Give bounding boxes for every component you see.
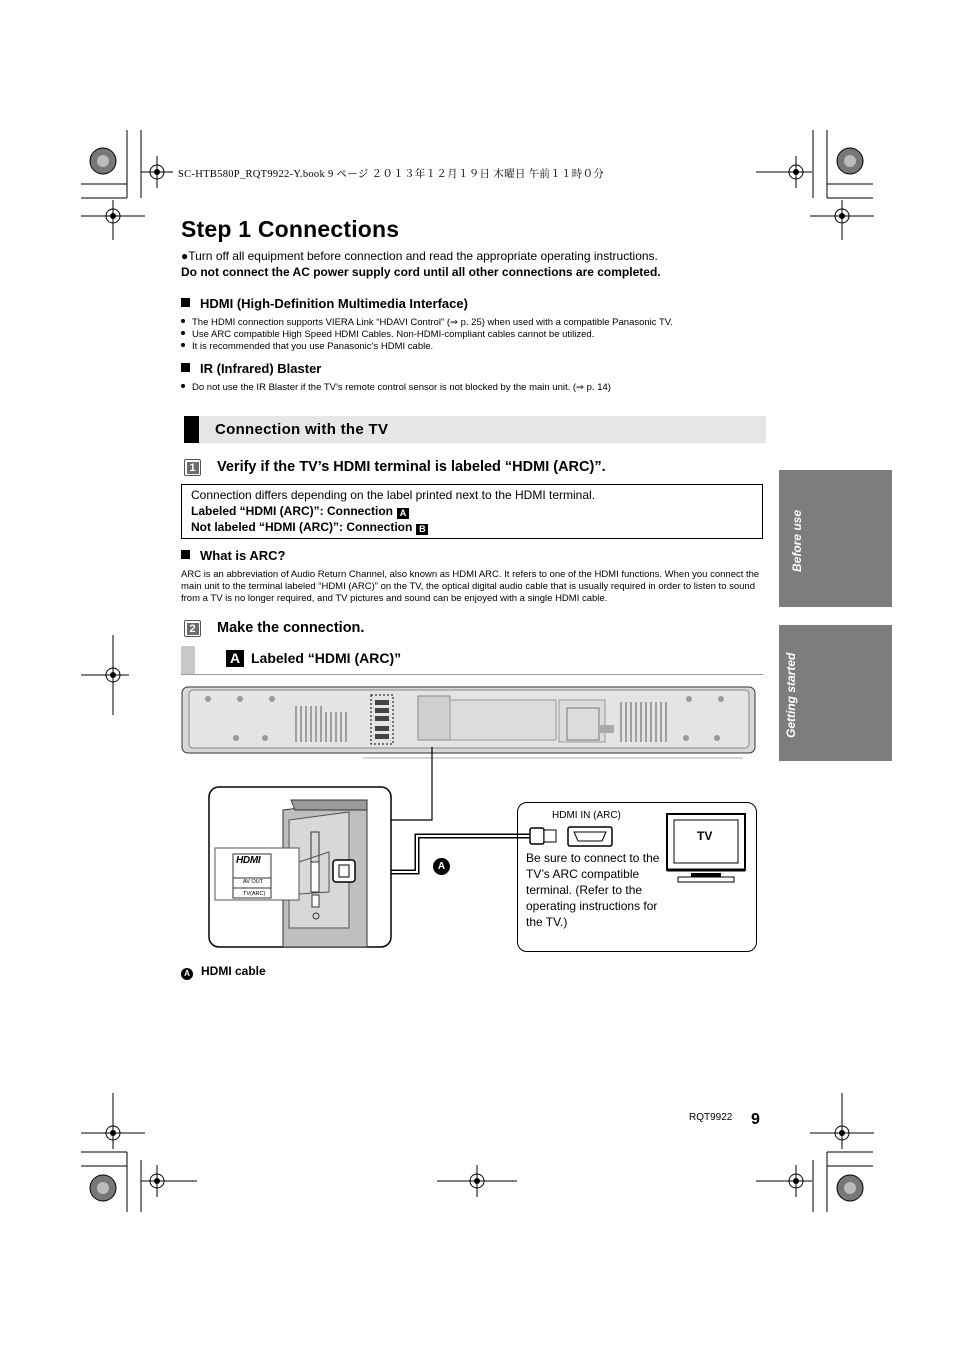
step-2-number: 2 — [184, 620, 201, 637]
ir-bullet-1 — [181, 382, 611, 394]
step-1-number: 1 — [184, 459, 201, 476]
arc-heading-text: What is ARC? — [200, 548, 286, 563]
step-1-title: Verify if the TV’s HDMI terminal is labeled “HDMI (ARC)”. — [217, 459, 606, 475]
hdmi-bullet-text: Use ARC compatible High Speed HDMI Cables. Non-HDMI-compliant cables cannot be utilized. — [192, 329, 595, 340]
side-tab-before-use[interactable] — [779, 470, 892, 607]
box-line-1: Connection differs depending on the label printed next to the HDMI terminal. — [191, 488, 596, 502]
soundbar-rear-panel — [182, 687, 755, 758]
model-number: RQT9922 — [689, 1112, 733, 1123]
square-bullet-icon — [181, 363, 190, 372]
legend-marker: A — [181, 968, 193, 980]
ir-heading-text: IR (Infrared) Blaster — [200, 361, 322, 376]
diagram-legend — [181, 964, 266, 980]
ir-bullet-text: Do not use the IR Blaster if the TV’s remote control sensor is not blocked by the main unit. (⇒ p. 14) — [192, 382, 611, 393]
hdmi-bullet-text: The HDMI connection supports VIERA Link “HDAVI Control” (⇒ p. 25) when used with a compatible Panasonic TV. — [192, 317, 673, 328]
hdmi-heading — [181, 296, 468, 311]
bullet-icon — [181, 343, 185, 347]
side-tab-getting-started-label: Getting started — [784, 652, 798, 738]
hdmi-heading-text: HDMI (High-Definition Multimedia Interface) — [200, 296, 468, 311]
section-header — [184, 416, 766, 443]
connection-b-tag: B — [416, 524, 428, 535]
page-title: Step 1 Connections — [181, 216, 400, 242]
arc-description: ARC is an abbreviation of Audio Return Channel, also known as HDMI ARC. It refers to one of the HDMI functions. When you connect the main unit to the terminal labeled “HDMI (ARC)” on the TV, the optical digital audio cable that is usually required in order to listen to sound from a TV is no longer required, and TV pictures and sound can be enjoyed with a single HDMI cable. — [181, 569, 760, 604]
intro-bullet-text: Turn off all equipment before connection and read the appropriate operating instructions. — [188, 249, 658, 263]
hdmi-bullet-1 — [181, 317, 673, 329]
hdmi-logo: HDMI — [236, 855, 261, 866]
connection-a-header — [181, 646, 763, 675]
box-line-2: Labeled “HDMI (ARC)”: Connection A — [191, 504, 409, 519]
intro-warning: Do not connect the AC power supply cord until all other connections are completed. — [181, 265, 661, 279]
step-2-title: Make the connection. — [217, 620, 365, 636]
connection-a-tag: A — [397, 508, 409, 519]
section-accent-bar — [184, 416, 199, 443]
hdmi-bullet-2 — [181, 329, 594, 341]
ir-heading — [181, 361, 321, 376]
hdmi-bullet-text: It is recommended that you use Panasonic’s HDMI cable. — [192, 341, 434, 352]
arc-heading — [181, 548, 285, 563]
bullet-icon — [181, 384, 185, 388]
subsection-accent-bar — [181, 646, 195, 674]
section-title: Connection with the TV — [215, 421, 389, 438]
square-bullet-icon — [181, 298, 190, 307]
file-header: SC-HTB580P_RQT9922-Y.book 9 ページ ２０１３年１２月１９日 木曜日 午前１１時０分 — [178, 169, 605, 180]
av-out-label: AV OUT — [243, 879, 264, 885]
side-tab-before-use-label: Before use — [790, 509, 804, 572]
connection-note-box — [181, 484, 763, 539]
box-line-3: Not labeled “HDMI (ARC)”: Connection B — [191, 520, 428, 535]
intro-bullet — [181, 249, 658, 263]
cable-marker-a: A — [433, 858, 450, 875]
tv-arc-label: TV(ARC) — [243, 891, 266, 897]
legend-text: HDMI cable — [201, 964, 266, 978]
bullet-icon — [181, 331, 185, 335]
square-bullet-icon — [181, 550, 190, 559]
connection-a-badge: A — [226, 650, 244, 667]
tv-callout-text: Be sure to connect to the TV’s ARC compatible terminal. (Refer to the operating instructions for the TV.) — [526, 851, 660, 929]
bullet-icon: ● — [181, 249, 189, 263]
hdmi-in-arc-label: HDMI IN (ARC) — [552, 810, 621, 821]
side-tab-getting-started[interactable] — [779, 625, 892, 761]
connection-a-title: Labeled “HDMI (ARC)” — [251, 650, 402, 666]
hdmi-bullet-3 — [181, 341, 433, 353]
bullet-icon — [181, 319, 185, 323]
tv-label: TV — [697, 829, 713, 843]
page-number: 9 — [751, 1111, 760, 1128]
